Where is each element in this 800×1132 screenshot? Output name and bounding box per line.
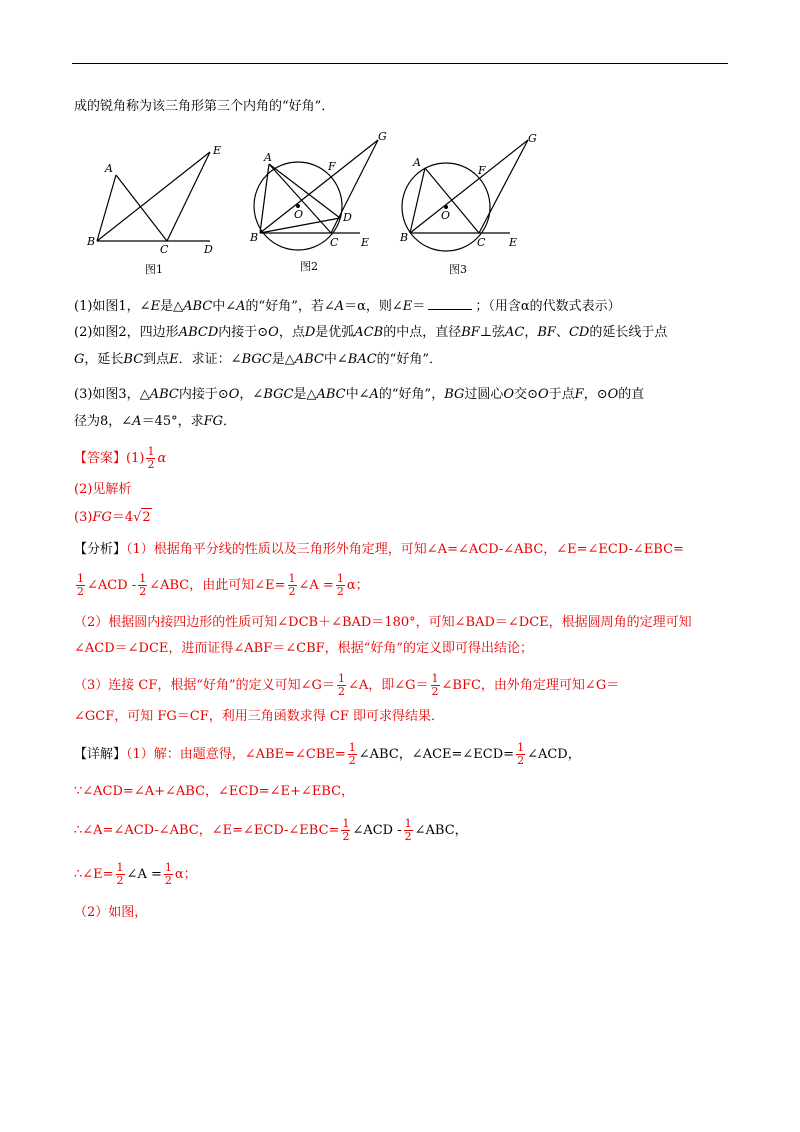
fig1-label-D: D — [204, 243, 213, 256]
fig2-label-C: C — [330, 236, 339, 249]
fig3-label-F: F — [478, 164, 486, 177]
question-2-line-2: G，延长BC到点E．求证：∠BGC是△ABC中∠BAC的“好角”． — [74, 352, 442, 367]
fig3-label-B: B — [400, 231, 409, 244]
figures-area — [0, 128, 800, 303]
fig2-caption: 图2 — [300, 260, 318, 273]
analysis-line-5: （3）连接 CF，根据“好角”的定义可知∠G＝ $\frac{1}{2}$ ∠A，即∠G＝ $\frac{1}{2}$ ∠BFC，由外角定理可知∠G＝ — [74, 672, 620, 698]
question-2-line-1: (2)如图2，四边形ABCD内接于⊙O，点D是优弧ACB的中点，直径BF⊥弦AC，BF、CD的延长线于点 — [74, 325, 668, 340]
analysis-line-6: ∠GCF，可知 FG＝CF，利用三角函数求得 CF 即可求得结果． — [74, 709, 444, 724]
question-3-line-2: 径为8，∠A＝45°，求FG． — [74, 414, 237, 429]
fig2-label-A: A — [264, 151, 272, 164]
question-1: (1)如图1，∠E是△ABC中∠A的“好角”，若∠A＝α，则∠E＝ ；（用含α的代数式表示） — [74, 299, 621, 314]
fig3-label-C: C — [477, 236, 486, 249]
answer-1: 【答案】(1) $\frac{1}{2}$ α — [74, 445, 167, 471]
fig3-label-O: O — [441, 209, 451, 222]
fig1-label-A: A — [105, 162, 113, 175]
fig2-label-D: D — [343, 211, 352, 224]
fig3-caption: 图3 — [449, 263, 467, 276]
fig1-label-E: E — [213, 144, 222, 157]
analysis-line-2: $\frac{1}{2}$ ∠ACD - $\frac{1}{2}$ ∠ABC，由此可知∠E= $\frac{1}{2}$ ∠A = $\frac{1}{2}$ α； — [77, 572, 369, 598]
fig3-label-E: E — [509, 236, 518, 249]
answer-3: (3)FG＝4√2 — [74, 510, 151, 525]
fig1-label-C: C — [160, 243, 169, 256]
answer-2: (2)见解析 — [74, 482, 132, 497]
figure-1 — [97, 152, 210, 241]
fig2-label-F: F — [328, 160, 336, 173]
fig2-label-E: E — [361, 236, 370, 249]
fig3-label-A: A — [413, 156, 421, 169]
analysis-line-3: （2）根据圆内接四边形的性质可知∠DCB＋∠BAD＝180°，可知∠BAD＝∠DCE，根据圆周角的定理可知 — [74, 615, 692, 630]
detail-line-2: ∵∠ACD=∠A+∠ABC，∠ECD=∠E+∠EBC， — [74, 784, 355, 799]
fig1-label-B: B — [87, 235, 96, 248]
fig1-caption: 图1 — [145, 263, 163, 276]
detail-line-3: ∴∠A=∠ACD-∠ABC，∠E=∠ECD-∠EBC= $\frac{1}{2}$ ∠ACD - $\frac{1}{2}$ ∠ABC， — [74, 817, 468, 843]
fig2-label-G: G — [378, 130, 387, 143]
answer-blank[interactable] — [428, 297, 472, 310]
fig3-label-G: G — [528, 132, 537, 145]
detail-line-4: ∴∠E= $\frac{1}{2}$ ∠A = $\frac{1}{2}$ α； — [74, 861, 197, 887]
figure-2 — [254, 140, 378, 250]
detail-line-1: 【详解】（1）解：由题意得，∠ABE=∠CBE= $\frac{1}{2}$ ∠ABC，∠ACE=∠ECD= $\frac{1}{2}$ ∠ACD， — [74, 741, 581, 767]
detail-line-5: （2）如图， — [74, 905, 148, 920]
intro-text: 成的锐角称为该三角形第三个内角的“好角”． — [74, 99, 335, 114]
question-3-line-1: (3)如图3，△ABC内接于⊙O，∠BGC是△ABC中∠A的“好角”，BG过圆心O交⊙O于点F，⊙O的直 — [74, 387, 645, 402]
fig2-label-O: O — [294, 208, 304, 221]
fig2-label-B: B — [250, 231, 259, 244]
analysis-line-1: 【分析】（1）根据角平分线的性质以及三角形外角定理，可知∠A=∠ACD-∠ABC，∠E=∠ECD-∠EBC= — [74, 542, 684, 557]
header-rule — [72, 63, 728, 64]
analysis-line-4: ∠ACD＝∠DCE，进而证得∠ABF＝∠CBF，根据“好角”的定义即可得出结论； — [74, 641, 533, 656]
